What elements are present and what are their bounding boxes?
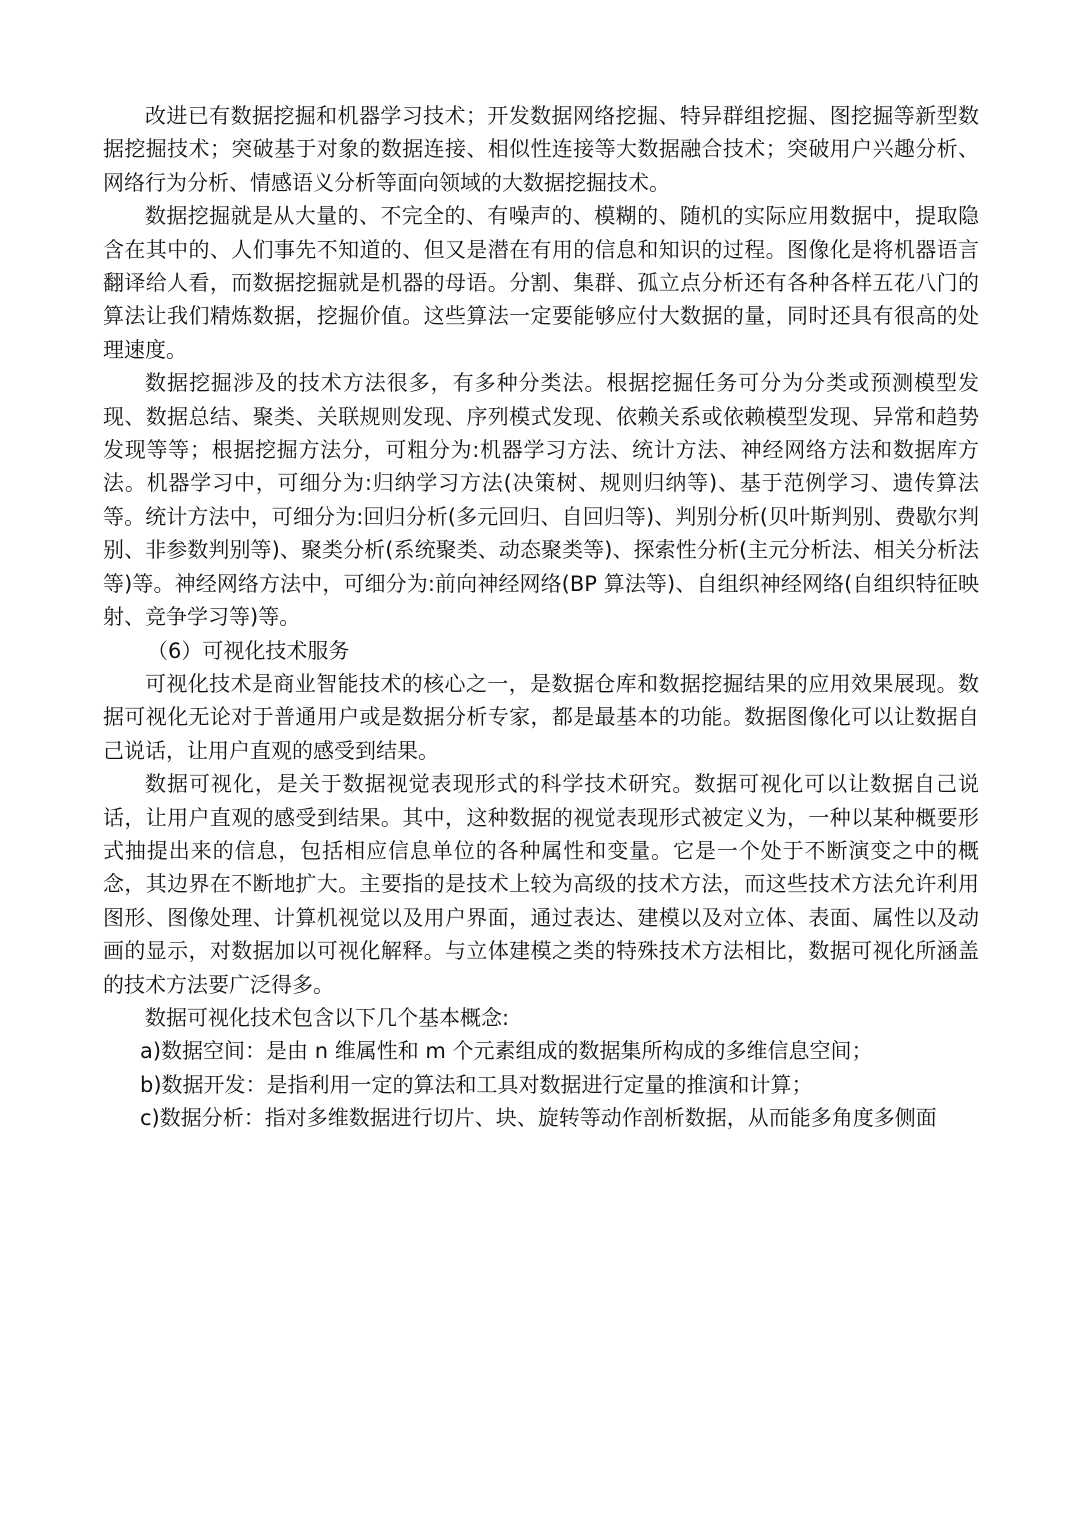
paragraph-data-mining-techniques: 改进已有数据挖掘和机器学习技术；开发数据网络挖掘、特异群组挖掘、图挖掘等新型数据挖掘技术；突破基于对象的数据连接、相似性连接等大数据融合技术；突破用户兴趣分析、网络行为分析、情感语义分析等面向领域的大数据挖掘技术。 [103,104,979,195]
list-item-data-analysis: c)数据分析：指对多维数据进行切片、块、旋转等动作剖析数据，从而能多角度多侧面 [140,1106,937,1131]
list-item-data-development: b)数据开发：是指利用一定的算法和工具对数据进行定量的推演和计算； [140,1072,813,1097]
document-page [103,100,979,1136]
section-heading-visualization: （6）可视化技术服务 [147,638,350,663]
paragraph-data-mining-methods: 数据挖掘涉及的技术方法很多，有多种分类法。根据挖掘任务可分为分类或预测模型发现、数据总结、聚类、关联规则发现、序列模式发现、依赖关系或依赖模型发现、异常和趋势发现等等；根据挖掘方法分，可粗分为:机器学习方法、统计方法、神经网络方法和数据库方法。机器学习中，可细分为:归纳学习方法(决策树、规则归纳等)、基于范例学习、遗传算法等。统计方法中，可细分为:回归分析(多元回归、自回归等)、判别分析(贝叶斯判别、费歇尔判别、非参数判别等)、聚类分析(系统聚类、动态聚类等)、探索性分析(主元分析法、相关分析法等)等。神经网络方法中，可细分为:前向神经网络(BP 算法等)、自组织神经网络(自组织特征映射、竞争学习等)等。 [103,371,979,630]
paragraph-visualization-definition: 数据可视化，是关于数据视觉表现形式的科学技术研究。数据可视化可以让数据自己说话，让用户直观的感受到结果。其中，这种数据的视觉表现形式被定义为，一种以某种概要形式抽提出来的信息，包括相应信息单位的各种属性和变量。它是一个处于不断演变之中的概念，其边界在不断地扩大。主要指的是技术上较为高级的技术方法，而这些技术方法允许利用图形、图像处理、计算机视觉以及用户界面，通过表达、建模以及对立体、表面、属性以及动画的显示，对数据加以可视化解释。与立体建模之类的特殊技术方法相比，数据可视化所涵盖的技术方法要广泛得多。 [103,772,979,997]
paragraph-data-mining-definition: 数据挖掘就是从大量的、不完全的、有噪声的、模糊的、随机的实际应用数据中，提取隐含在其中的、人们事先不知道的、但又是潜在有用的信息和知识的过程。图像化是将机器语言翻译给人看，而数据挖掘就是机器的母语。分割、集群、孤立点分析还有各种各样五花八门的算法让我们精炼数据，挖掘价值。这些算法一定要能够应付大数据的量，同时还具有很高的处理速度。 [103,204,979,362]
paragraph-visualization-concepts-intro: 数据可视化技术包含以下几个基本概念: [145,1005,510,1030]
paragraph-visualization-core: 可视化技术是商业智能技术的核心之一，是数据仓库和数据挖掘结果的应用效果展现。数据可视化无论对于普通用户或是数据分析专家，都是最基本的功能。数据图像化可以让数据自己说话，让用户直观的感受到结果。 [103,671,979,763]
list-item-data-space: a)数据空间：是由 n 维属性和 m 个元素组成的数据集所构成的多维信息空间； [140,1039,873,1064]
